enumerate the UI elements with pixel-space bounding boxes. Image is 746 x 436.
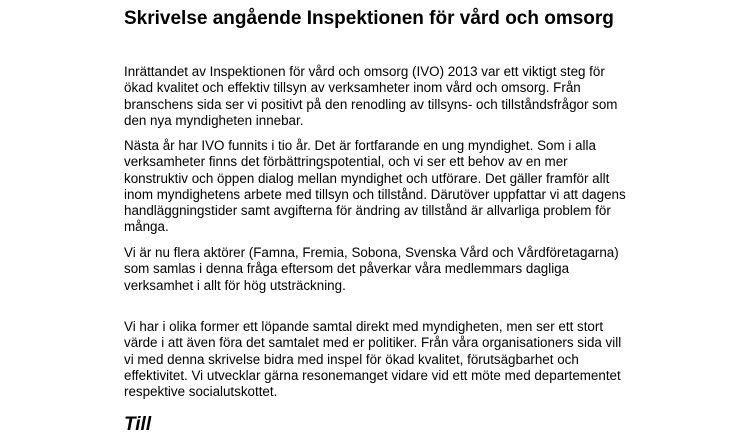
paragraph-intro: Inrättandet av Inspektionen för vård och omsorg (IVO) 2013 var ett viktigt steg för ökad kvalitet och effektiv tillsyn av verksamheter inom vård och omsorg. Från branschens sida ser vi positivt på den renodling av tillsyns- och tillståndsfrågor som den nya myndigheten innebar. <box>124 64 618 128</box>
document-title: Skrivelse angående Inspektionen för vård och omsorg <box>124 8 614 29</box>
document-page <box>124 8 634 435</box>
paragraph-dialogue: Vi har i olika former ett löpande samtal direkt med myndigheten, men ser ett stort värde i att även föra det samtalet med er politiker. Från våra organisationers sida vill vi med denna skrivelse bidra med inspel för ökad kvalitet, förutsägbarhet och effektivitet. Vi utvecklar gärna resonemanget vidare vid ett möte med departementet respektive socialutskottet. <box>124 319 622 400</box>
next-section-heading: Till <box>124 414 152 435</box>
paragraph-actors: Vi är nu flera aktörer (Famna, Fremia, Sobona, Svenska Vård och Vårdföretagarna) som samlas i denna fråga eftersom det påverkar våra medlemmars dagliga verksamhet i allt för hög utsträckning. <box>124 245 619 293</box>
paragraph-ivo-ten-years: Nästa år har IVO funnits i tio år. Det är fortfarande en ung myndighet. Som i alla verksamheter finns det förbättringspotential, och vi ser ett behov av en mer konstruktiv och öppen dialog mellan myndighet och utförare. Det gäller framför allt inom myndighetens arbete med tillsyn och tillstånd. Därutöver uppfattar vi att dagens handläggningstider samt avgifterna för ändring av tillstånd är allvarliga problem för många. <box>124 138 626 235</box>
